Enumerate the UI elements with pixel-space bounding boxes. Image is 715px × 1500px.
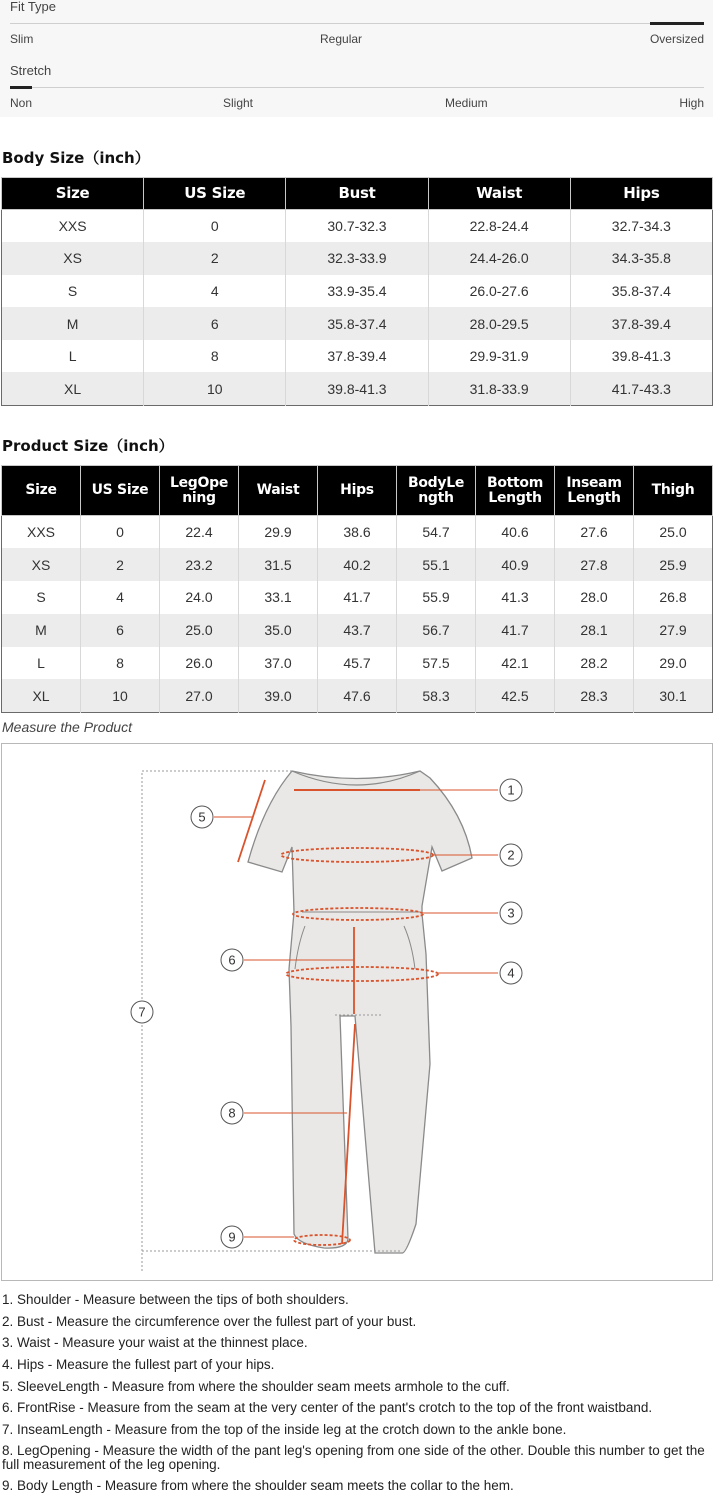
table-cell: 2 [81,548,160,581]
table-cell: 8 [144,340,286,373]
fit-type-scale [10,23,704,24]
table-cell: 33.1 [239,581,318,614]
column-header: Inseam Length [555,466,634,516]
table-cell: 41.3 [476,581,555,614]
table-cell: XL [2,679,81,712]
column-header: US Size [81,466,160,516]
stretch-label-medium: Medium [445,96,488,110]
marker-label: 2 [507,847,515,863]
table-header-row [2,178,713,210]
table-cell: 54.7 [397,516,476,549]
table-row [2,614,713,647]
marker-6 [221,949,243,971]
column-header: LegOpe ning [160,466,239,516]
table-cell: 35.8-37.4 [570,275,712,308]
stretch-title: Stretch [10,63,52,78]
measurement-diagram [1,743,713,1281]
table-cell: 28.2 [555,647,634,680]
table-cell: 38.6 [318,516,397,549]
instruction-item: 3. Waist - Measure your waist at the thinnest place. [2,1335,308,1351]
table-cell: 6 [81,614,160,647]
table-cell: 22.4 [160,516,239,549]
table-cell: 0 [81,516,160,549]
table-header-row [2,466,713,516]
table-cell: 27.0 [160,679,239,712]
table-cell: L [2,340,144,373]
table-cell: 41.7 [318,581,397,614]
table-cell: XXS [2,210,144,243]
jumpsuit-shape [248,771,472,1253]
body-size-table [1,177,713,406]
table-row [2,210,713,243]
table-row [2,581,713,614]
table-cell: 28.3 [555,679,634,712]
marker-label: 4 [507,965,515,981]
body-size-heading: Body Size（inch） [2,149,150,167]
table-row [2,679,713,712]
table-cell: S [2,275,144,308]
table-cell: 32.7-34.3 [570,210,712,243]
marker-label: 7 [138,1004,146,1020]
table-cell: 58.3 [397,679,476,712]
column-header: BodyLe ngth [397,466,476,516]
table-cell: S [2,581,81,614]
table-cell: 2 [144,242,286,275]
table-cell: 35.8-37.4 [286,307,428,340]
table-cell: 42.1 [476,647,555,680]
table-cell: 28.0-29.5 [428,307,570,340]
table-cell: 40.2 [318,548,397,581]
marker-label: 1 [507,782,515,798]
table-cell: 6 [144,307,286,340]
fit-type-selected-indicator [650,22,704,25]
table-cell: 26.8 [634,581,713,614]
table-cell: 4 [144,275,286,308]
column-header: US Size [144,178,286,210]
table-cell: 24.4-26.0 [428,242,570,275]
instruction-item: 2. Bust - Measure the circumference over the fullest part of your bust. [2,1313,417,1329]
column-header: Thigh [634,466,713,516]
marker-label: 6 [228,952,236,968]
table-cell: 55.1 [397,548,476,581]
table-cell: XS [2,548,81,581]
table-cell: 57.5 [397,647,476,680]
stretch-scale [10,87,704,88]
table-cell: 26.0-27.6 [428,275,570,308]
table-cell: 29.9 [239,516,318,549]
table-cell: 45.7 [318,647,397,680]
table-cell: 0 [144,210,286,243]
table-cell: 40.6 [476,516,555,549]
table-cell: 43.7 [318,614,397,647]
stretch-label-slight: Slight [223,96,254,110]
instruction-item: 6. FrontRise - Measure from the seam at the very center of the pant's crotch to the top of the front waistband. [2,1400,653,1416]
column-header: Waist [428,178,570,210]
marker-3 [500,902,522,924]
marker-1 [500,779,522,801]
table-row [2,548,713,581]
marker-label: 5 [198,809,206,825]
marker-8 [221,1102,243,1124]
table-cell: 39.8-41.3 [286,372,428,405]
table-cell: 29.0 [634,647,713,680]
table-cell: 27.8 [555,548,634,581]
fit-stretch-panel [0,0,713,117]
table-cell: 56.7 [397,614,476,647]
table-cell: 23.2 [160,548,239,581]
table-cell: 25.9 [634,548,713,581]
instruction-item: 5. SleeveLength - Measure from where the shoulder seam meets armhole to the cuff. [2,1378,510,1394]
column-header: Hips [318,466,397,516]
marker-label: 3 [507,905,515,921]
table-cell: 25.0 [160,614,239,647]
stretch-label-non: Non [10,96,33,110]
instruction-item: 1. Shoulder - Measure between the tips of both shoulders. [2,1292,349,1307]
column-header: Waist [239,466,318,516]
table-cell: 28.1 [555,614,634,647]
marker-9 [221,1226,243,1248]
table-cell: 37.8-39.4 [570,307,712,340]
marker-4 [500,962,522,984]
table-cell: 37.0 [239,647,318,680]
marker-2 [500,844,522,866]
table-row [2,516,713,549]
table-row [2,307,713,340]
table-row [2,340,713,373]
table-cell: 10 [81,679,160,712]
table-cell: 27.6 [555,516,634,549]
stretch-selected-indicator [10,86,32,89]
table-cell: XL [2,372,144,405]
table-cell: M [2,614,81,647]
table-cell: 39.8-41.3 [570,340,712,373]
table-cell: 8 [81,647,160,680]
table-row [2,372,713,405]
measure-caption: Measure the Product [2,719,132,735]
table-cell: 30.7-32.3 [286,210,428,243]
marker-label: 9 [228,1229,236,1245]
table-cell: 47.6 [318,679,397,712]
table-cell: 39.0 [239,679,318,712]
column-header: Hips [570,178,712,210]
product-size-heading: Product Size（inch） [2,437,174,455]
table-cell: 28.0 [555,581,634,614]
marker-label: 8 [228,1105,236,1121]
table-row [2,647,713,680]
table-row [2,275,713,308]
fit-type-label-regular: Regular [320,32,363,46]
table-cell: 34.3-35.8 [570,242,712,275]
instruction-item: 7. InseamLength - Measure from the top of the inside leg at the crotch down to the ankle bone. [2,1422,567,1438]
measurement-instructions [2,1292,710,1500]
table-cell: 4 [81,581,160,614]
table-cell: 31.5 [239,548,318,581]
instruction-item: 4. Hips - Measure the fullest part of your hips. [2,1357,275,1373]
table-cell: 55.9 [397,581,476,614]
fit-type-label-oversized: Oversized [649,32,704,46]
column-header: Size [2,178,144,210]
table-cell: M [2,307,144,340]
table-cell: 40.9 [476,548,555,581]
table-cell: XXS [2,516,81,549]
instruction-item: 8. LegOpening - Measure the width of the pant leg's opening from one side of the other. Double this number to get the full measurement of the leg opening. [2,1442,705,1472]
table-cell: 31.8-33.9 [428,372,570,405]
table-cell: 41.7-43.3 [570,372,712,405]
table-cell: 30.1 [634,679,713,712]
marker-7 [131,1001,153,1023]
table-cell: 37.8-39.4 [286,340,428,373]
table-cell: 41.7 [476,614,555,647]
column-header: Bust [286,178,428,210]
table-cell: 10 [144,372,286,405]
instruction-item: 9. Body Length - Measure from where the shoulder seam meets the collar to the hem. [2,1478,514,1493]
table-cell: 42.5 [476,679,555,712]
table-cell: 26.0 [160,647,239,680]
table-cell: 27.9 [634,614,713,647]
table-cell: 22.8-24.4 [428,210,570,243]
fit-type-label-slim: Slim [10,32,34,46]
table-cell: 32.3-33.9 [286,242,428,275]
table-cell: 24.0 [160,581,239,614]
table-cell: 33.9-35.4 [286,275,428,308]
column-header: Size [2,466,81,516]
table-cell: 29.9-31.9 [428,340,570,373]
marker-5 [191,806,213,828]
jumpsuit-illustration [2,744,712,1280]
product-size-table [1,465,713,713]
table-cell: 25.0 [634,516,713,549]
fit-type-title: Fit Type [10,0,57,14]
table-cell: XS [2,242,144,275]
table-cell: L [2,647,81,680]
table-row [2,242,713,275]
table-cell: 35.0 [239,614,318,647]
column-header: Bottom Length [476,466,555,516]
stretch-label-high: High [679,96,704,110]
